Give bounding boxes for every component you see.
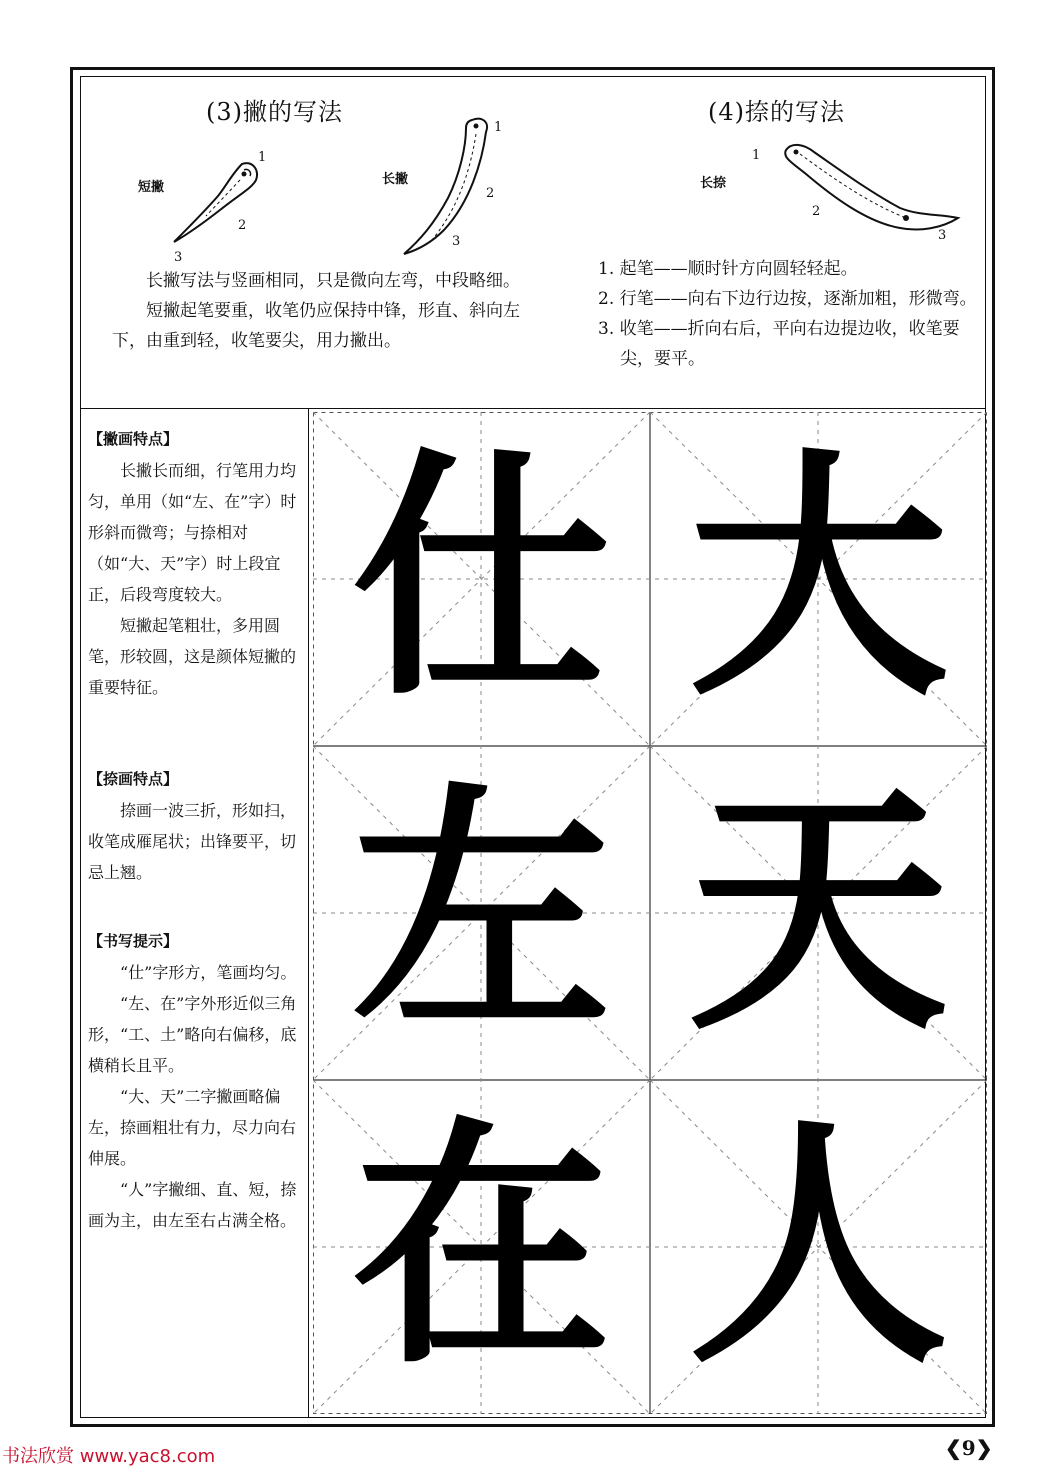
pie-features-heading: 【撇画特点】: [88, 430, 179, 448]
short-pie-num-1: 1: [258, 150, 267, 165]
short-pie-num-2: 2: [238, 218, 247, 233]
na-step-1: 1. 起笔——顺时针方向圆轻轻起。: [598, 259, 858, 279]
na-features-heading: 【捺画特点】: [88, 770, 179, 788]
pie-features-para-1: 长撇长而细，行笔用力均匀，单用（如“左、在”字）时形斜而微弯；与捺相对（如“大、天”字）时上段宜正，后段弯度较大。: [88, 461, 297, 604]
short-pie-label: 短撇: [138, 180, 165, 195]
pie-features-para-2: 短撇起笔粗壮，多用圆笔，形较圆，这是颜体短撇的重要特征。: [88, 616, 297, 697]
sidebar-tips-section: [88, 926, 304, 1236]
page-ornament-left: ❮: [945, 1436, 962, 1460]
page-ornament-right: ❯: [975, 1436, 993, 1460]
pie-title: (3)撇的写法: [206, 98, 343, 126]
tip-1: “仕”字形方，笔画均匀。: [120, 963, 297, 982]
page-number: [945, 1436, 992, 1460]
pie-para-2: 短撇起笔要重，收笔仍应保持中锋，形直、斜向左下，由重到轻，收笔要尖，用力撇出。: [112, 301, 520, 351]
long-pie-num-1: 1: [494, 120, 503, 135]
long-pie-diagram: [396, 112, 503, 262]
short-pie-num-3: 3: [174, 250, 183, 265]
character-da: 大: [688, 426, 949, 731]
long-pie-num-3: 3: [452, 234, 461, 249]
character-zai: 在: [351, 1094, 612, 1399]
character-shi: 仕: [351, 426, 612, 731]
section-divider: [80, 408, 986, 409]
long-pie-num-2: 2: [486, 186, 495, 201]
na-step-2: 2. 行笔——向右下边行边按，逐渐加粗，形微弯。: [598, 289, 977, 309]
tip-3: “大、天”二字撇画略偏左，捺画粗壮有力，尽力向右伸展。: [88, 1087, 297, 1168]
long-na-num-1: 1: [752, 148, 761, 163]
long-na-num-2: 2: [812, 204, 821, 219]
sidebar-na-section: [88, 764, 304, 888]
pie-description: [112, 266, 548, 356]
short-pie-diagram: [160, 150, 270, 250]
long-na-num-3: 3: [938, 228, 947, 243]
pie-para-1: 长撇写法与竖画相同，只是微向左弯，中段略细。: [146, 271, 520, 291]
tip-4: “人”字撇细、直、短，捺画为主，由左至右占满全格。: [88, 1180, 297, 1230]
page-number-text: 9: [961, 1436, 976, 1460]
long-pie-label: 长撇: [382, 172, 409, 187]
tip-2: “左、在”字外形近似三角形，“工、土”略向右偏移，底横稍长且平。: [88, 994, 297, 1075]
sidebar-divider: [308, 408, 309, 1418]
na-step-3: 3. 收笔——折向右后，平向右边提边收，收笔要尖，要平。: [598, 319, 960, 369]
character-zuo: 左: [351, 760, 612, 1065]
na-features-para: 捺画一波三折，形如扫，收笔成雁尾状；出锋要平，切忌上翘。: [88, 801, 297, 882]
long-na-diagram: [770, 136, 966, 236]
long-na-label: 长捺: [700, 176, 727, 191]
na-steps: [598, 254, 983, 374]
character-tian: 天: [688, 760, 949, 1065]
tips-heading: 【书写提示】: [88, 932, 179, 950]
sidebar-pie-section: [88, 424, 304, 703]
na-title: (4)捺的写法: [708, 98, 845, 126]
character-ren: 人: [688, 1094, 949, 1399]
site-watermark: 书法欣赏 www.yac8.com: [2, 1446, 216, 1467]
practice-grid: [313, 412, 987, 1414]
